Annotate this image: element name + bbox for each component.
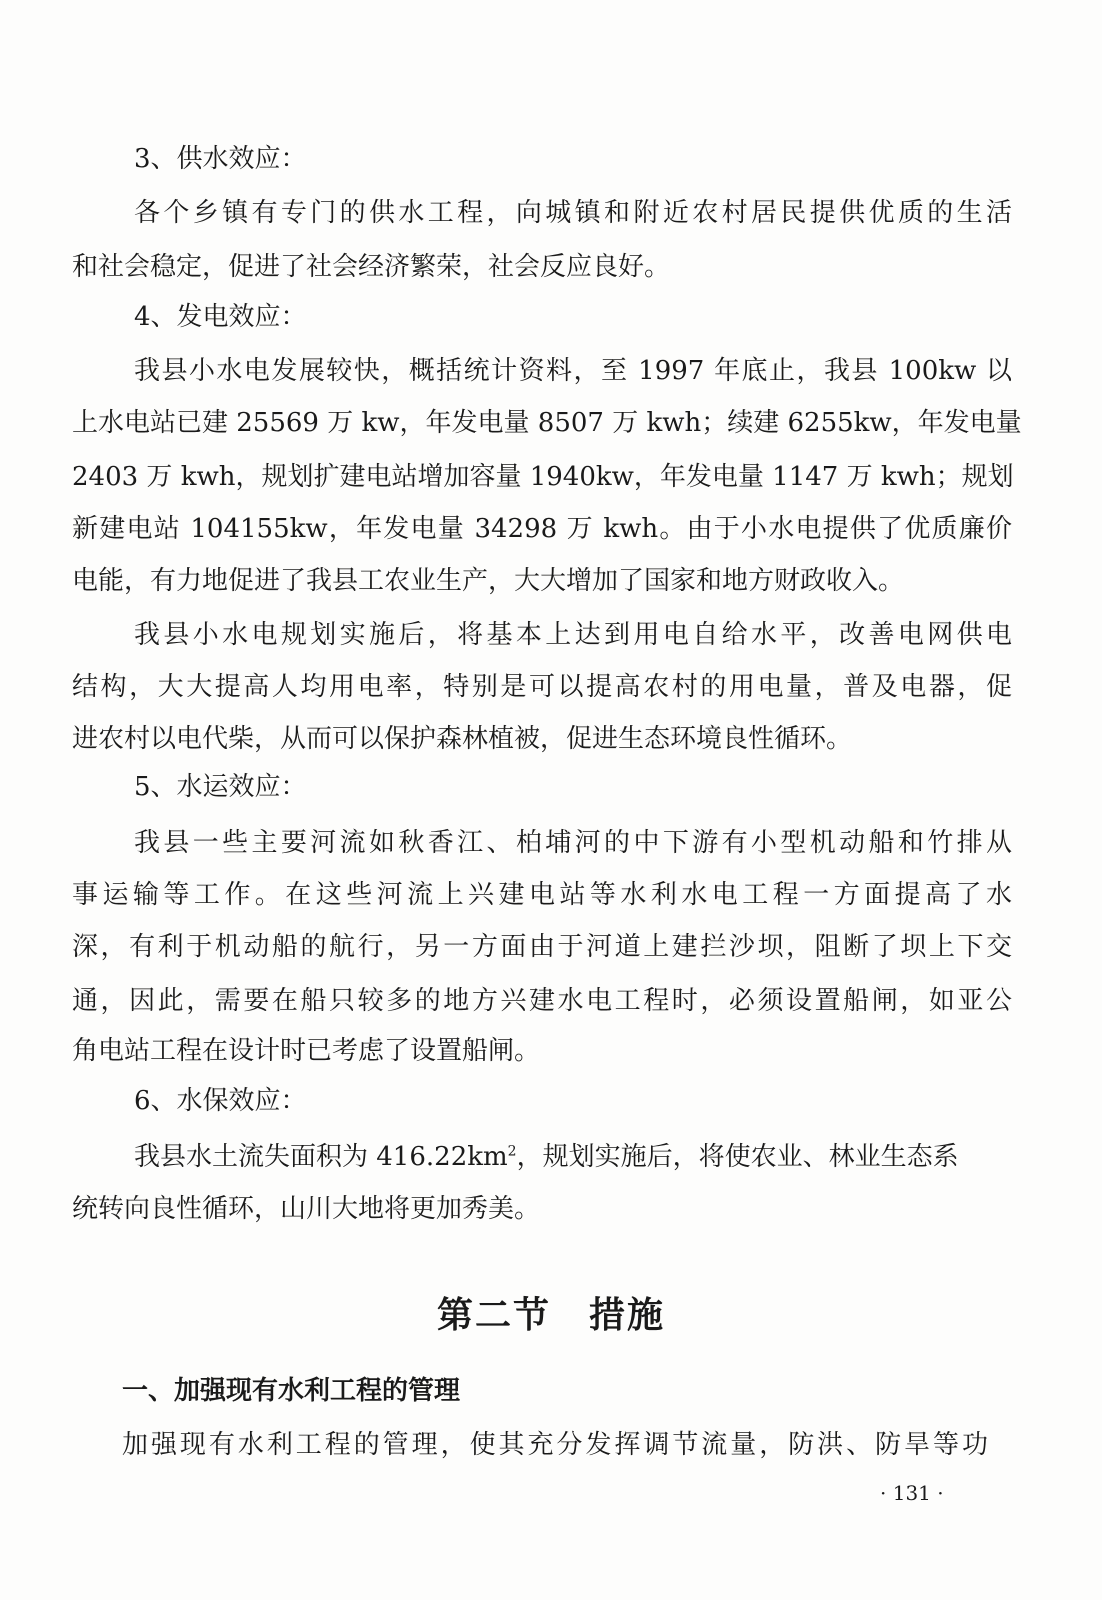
section-title: 第二节 措施 xyxy=(436,1295,665,1336)
paragraph-line: 我县小水电规划实施后，将基本上达到用电自给水平，改善电网供电 xyxy=(134,620,1012,650)
paragraph-line: 电能，有力地促进了我县工农业生产，大大增加了国家和地方财政收入。 xyxy=(72,566,905,596)
paragraph-line: 结构，大大提高人均用电率，特别是可以提高农村的用电量，普及电器，促 xyxy=(72,672,1012,702)
heading-power-generation: 4、发电效应： xyxy=(134,302,307,332)
paragraph-line xyxy=(134,1140,1102,1174)
subheading: 一、加强现有水利工程的管理 xyxy=(122,1376,461,1406)
paragraph-line: 我县一些主要河流如秋香江、柏埔河的中下游有小型机动船和竹排从 xyxy=(134,828,1012,858)
paragraph-line: 进农村以电代柴，从而可以保护森林植被，促进生态环境良性循环。 xyxy=(72,724,853,754)
paragraph-line: 通，因此，需要在船只较多的地方兴建水电工程时，必须设置船闸，如亚公 xyxy=(72,986,1012,1016)
paragraph-line: 深，有利于机动船的航行，另一方面由于河道上建拦沙坝，阻断了坝上下交 xyxy=(72,932,1012,962)
paragraph-line: 各个乡镇有专门的供水工程，向城镇和附近农村居民提供优质的生活 xyxy=(134,198,1012,228)
paragraph-line: 加强现有水利工程的管理，使其充分发挥调节流量，防洪、防旱等功 xyxy=(122,1430,988,1460)
paragraph-line: 新建电站 104155kw，年发电量 34298 万 kwh。由于小水电提供了优质廉价 xyxy=(72,514,1012,544)
heading-water-transport: 5、水运效应： xyxy=(134,772,307,802)
paragraph-line: 我县小水电发展较快，概括统计资料，至 1997 年底止，我县 100kw 以 xyxy=(134,356,1012,386)
paragraph-line: 2403 万 kwh，规划扩建电站增加容量 1940kw，年发电量 1147 万 kwh；规划 xyxy=(72,462,1014,492)
page-number: · 131 · xyxy=(880,1481,944,1505)
paragraph-line: 角电站工程在设计时已考虑了设置船闸。 xyxy=(72,1036,541,1066)
text-segment: ，规划实施后，将使农业、林业生态系 xyxy=(516,1142,959,1172)
heading-soil-conservation: 6、水保效应： xyxy=(134,1086,307,1116)
superscript: 2 xyxy=(507,1143,517,1160)
heading-water-supply: 3、供水效应： xyxy=(134,144,307,174)
paragraph-line: 事运输等工作。在这些河流上兴建电站等水利水电工程一方面提高了水 xyxy=(72,880,1012,910)
text-segment: 我县水土流失面积为 416.22km xyxy=(134,1142,508,1172)
paragraph-line: 统转向良性循环，山川大地将更加秀美。 xyxy=(72,1194,541,1224)
paragraph-line: 和社会稳定，促进了社会经济繁荣，社会反应良好。 xyxy=(72,252,671,282)
paragraph-line: 上水电站已建 25569 万 kw，年发电量 8507 万 kwh；续建 6255kw，年发电量 xyxy=(72,408,1022,438)
